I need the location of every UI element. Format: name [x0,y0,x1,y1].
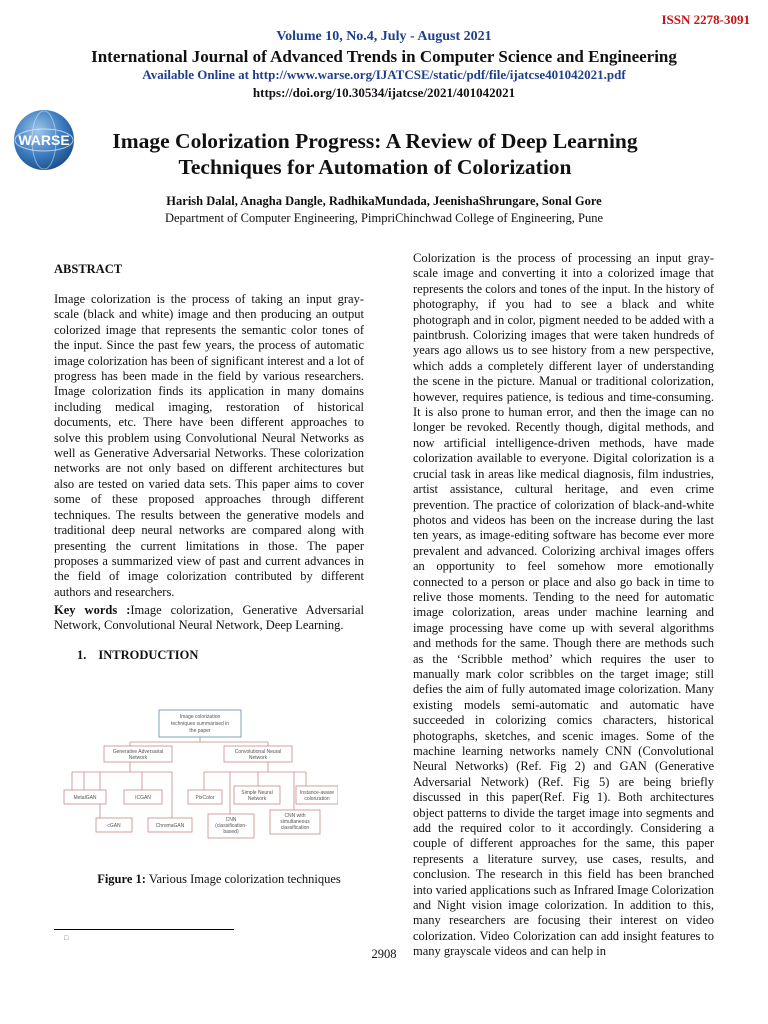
section-heading-introduction [77,648,198,663]
node-gan-line2: Network [128,755,148,761]
title-line-2: Techniques for Automation of Colorization [178,155,572,179]
figure-1-diagram [62,706,338,866]
node-root-line1: Image colorization [179,714,221,720]
keywords-label: Key words : [54,603,131,617]
node-cnn-class-line2: (classification- [215,823,247,829]
logo-text: WARSE [18,132,70,148]
paper-title [80,128,670,180]
journal-name: International Journal of Advanced Trends in Computer Science and Engineering [91,47,677,66]
node-cnn-simul-line2: simultaneous [280,819,310,825]
title-line-1: Image Colorization Progress: A Review of Deep Learning [112,129,638,153]
section-title: INTRODUCTION [98,648,199,662]
node-icgan: ICGAN [135,795,151,801]
doi-link[interactable]: https://doi.org/10.30534/ijatcse/2021/401042021 [252,85,516,100]
abstract-text: Image colorization is the process of taking an input gray-scale (black and white) image and then producing an output colorized image that represents the semantic color tones of the input. Since the past few years, the process of automatic image colorization has been of significant interest and a lot of progress has been made in the field by various researchers. Image colorization finds its application in many domains including medical imaging, restoration of historical documents, etc. There have been different approaches to solve this problem using Convolutional Neural Networks as well as Generative Adversarial Networks. These colorization networks are not only based on different architectures but also are tested on varied data sets. This paper aims to cover some of these proposed approaches through different techniques. The results between the generative models and traditional deep neural networks are compared along with presenting the current limitations in those. The paper proposes a summarized view of past and current advances in the field of image colorization contributed by different authors and researchers. [54,292,364,599]
issn-label: ISSN 2278-3091 [661,12,750,27]
node-root-line3: the paper [189,728,211,734]
affiliation: Department of Computer Engineering, PimpriChinchwad College of Engineering, Pune [164,211,604,225]
node-chromagan: ChromaGAN [155,823,185,829]
figure-1-caption [54,872,384,887]
node-pixcolor: PixColor [195,795,215,801]
node-cnn-simul-line3: classification [280,825,310,831]
node-cnn-line1: Convolutional Neural [234,749,282,755]
node-instance-line2: colorization [304,796,330,802]
node-simple-line1: Simple Neural [241,790,273,796]
node-metalgan: MetalGAN [73,795,97,801]
footnote-rule [54,929,234,930]
volume-line: Volume 10, No.4, July - August 2021 [276,29,492,44]
node-simple-line2: Network [247,796,267,802]
page-number: 2908 [371,947,397,961]
node-cnn-simul-line1: CNN with [284,813,306,819]
node-instance-line1: Instance-aware [299,790,335,796]
footnote-mark: □ [64,934,69,942]
node-cnn-class-line3: based) [223,829,239,835]
node-cnn-class-line1: CNN [225,817,237,823]
introduction-text: Colorization is the process of processing an input gray-scale image and converting it into a colorized image that represents the colors and tones of the input. In the history of photography, if you had to see a black and white photograph and in color, pigment needed to be added with a paintbrush. Colorizing images that were taken hundreds of years ago allows us to see history from a new perspective, which adds a completely different layer of understanding the scene in the picture. Manual or traditional colorization, however, requires patience, is tedious and time-consuming. It is also prone to human error, and then the image can no longer be revoked. Recently though, digital methods, and now artificial intelligence-driven methods, have made colorization available to everyone. Digital colorization is a crucial task in areas like medical diagnosis, film industries, artist assistance, cultural heritage, and even crime prevention. The practice of colorization of black-and-white photos and videos has been on the increase during the last ten years, as image-editing software has become ever more prevalent and advanced. Colorizing archival images offers an opportunity to feel somehow more emotionally connected to a person or place and also go back in time to relive those moments. Tending to the need for automatic image colorization, areas under machine learning and image processing have come up with several algorithms and methods for the same. Though there are methods such as the ‘Scribble method’ which requires the user to manually mark color scribbles on the target image; still defies the aim of fully automated image colorization. Many existing models semi-automatic and automatic have succeeded in colorizing comics characters, historical photographs, sketches, and scenic images. Some of the machine learning networks namely CNN (Convolutional Neural Networks) (Ref. Fig 2) and GAN (Generative Adversarial Network) (Ref. Fig 5) are being briefly discussed in this paper(Ref. Fig 1). Both architectures object patterns to divide the target image into segments and add the required color to it accordingly. Considering a couple of different approaches for the same, this paper represents a literature survey, use cases, results, and conclusion. The research in this field has been branched into varied applications such as Infrared Image Colorization and Night vision image colorization. In addition to this, many researchers are focusing their interest on video colorization. Video Colorization can add insight features to many grayscale videos and can help in [413,251,714,959]
node-root-line2: techniques summarised in [170,721,230,727]
section-number: 1. [77,648,87,662]
caption-label: Figure 1: [97,872,146,886]
abstract-heading: ABSTRACT [54,262,123,276]
node-cgan: cGAN [107,823,121,829]
node-gan-line1: Generative Adversarial [112,749,164,755]
online-url-link[interactable]: Available Online at http://www.warse.org/IJATCSE/static/pdf/file/ijatcse401042021.pdf [142,67,626,82]
warse-logo [13,109,75,171]
keywords-text: Image colorization, Generative Adversarial Network, Convolutional Neural Network, Deep Learning. [54,603,364,633]
caption-text: Various Image colorization techniques [145,872,341,886]
node-cnn-line2: Network [248,755,268,761]
author-list: Harish Dalal, Anagha Dangle, RadhikaMundada, JeenishaShrungare, Sonal Gore [166,194,602,208]
keywords-paragraph [54,603,364,634]
